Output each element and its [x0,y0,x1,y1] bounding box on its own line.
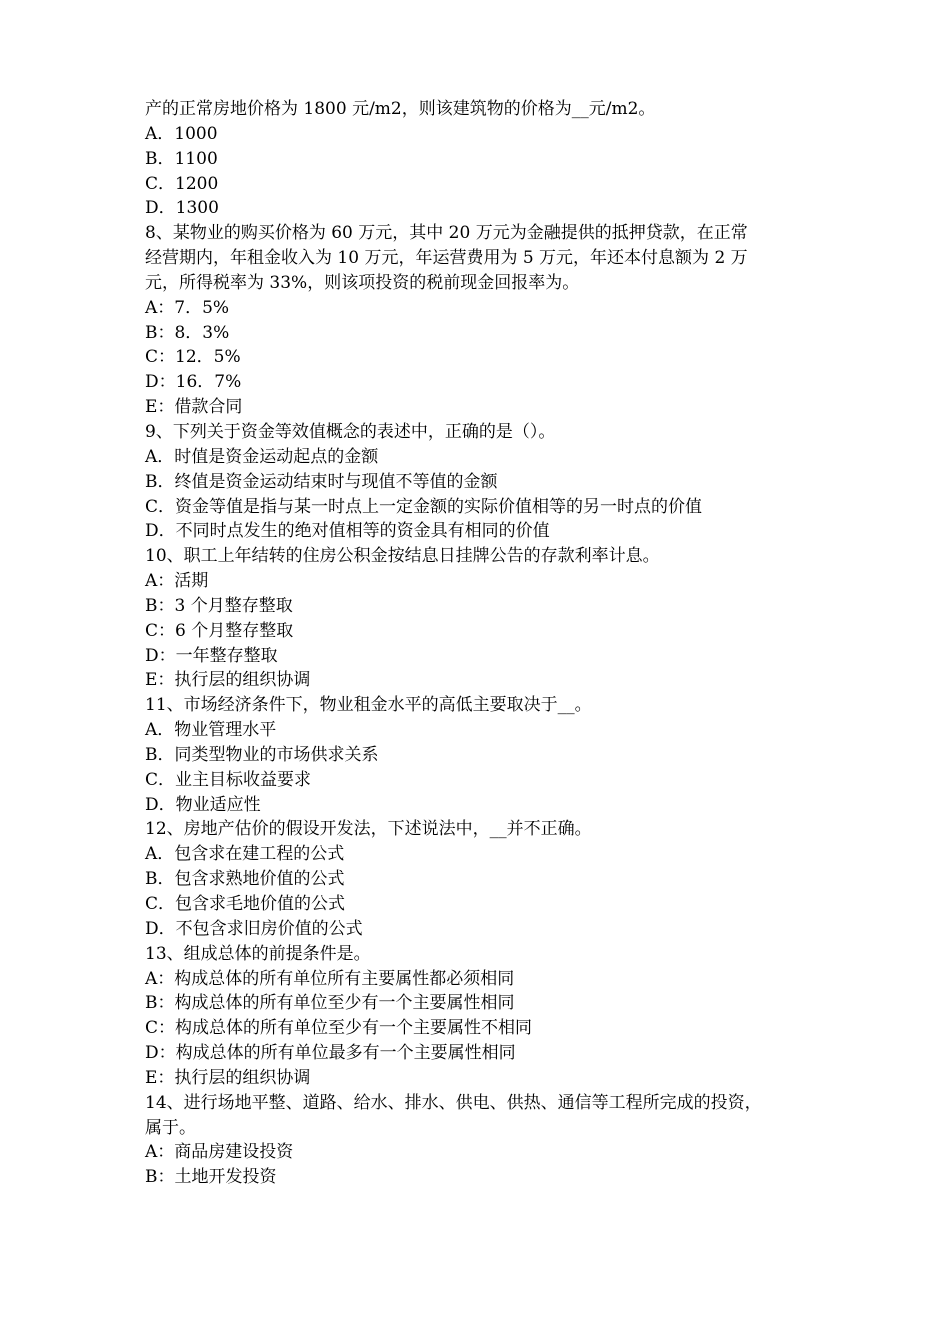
text-line: D：16．7% [145,372,242,393]
text-line: B：8．3% [145,322,230,343]
text-line: B：构成总体的所有单位至少有一个主要属性相同 [145,993,515,1014]
text-line: 属于。 [145,1117,196,1138]
text-line: 11、市场经济条件下，物业租金水平的高低主要取决于__。 [145,695,592,716]
text-line: 元，所得税率为 33%，则该项投资的税前现金回报率为。 [145,272,580,293]
text-line: D：构成总体的所有单位最多有一个主要属性相同 [145,1043,516,1064]
text-line: B：土地开发投资 [145,1167,277,1188]
text-line: D．不包含求旧房价值的公式 [145,918,363,939]
text-line: C：12．5% [145,347,241,368]
text-line: 8、某物业的购买价格为 60 万元，其中 20 万元为金融提供的抵押贷款，在正常 [145,223,748,244]
text-line: C．资金等值是指与某一时点上一定金额的实际价值相等的另一时点的价值 [145,496,703,517]
text-line: E：执行层的组织协调 [145,670,311,691]
text-line: A．时值是资金运动起点的金额 [145,446,379,467]
text-line: 经营期内，年租金收入为 10 万元，年运营费用为 5 万元，年还本付息额为 2 万 [145,248,748,269]
text-line: C：6 个月整存整取 [145,620,294,641]
text-line: 13、组成总体的前提条件是。 [145,943,371,964]
text-line: B．终值是资金运动结束时与现值不等值的金额 [145,471,498,492]
text-line: B．1100 [145,148,218,169]
document-page [145,97,820,1190]
text-line: 10、职工上年结转的住房公积金按结息日挂牌公告的存款利率计息。 [145,546,660,567]
text-line: A．物业管理水平 [145,720,277,741]
text-line: D：一年整存整取 [145,645,278,666]
text-line: 14、进行场地平整、道路、给水、排水、供电、供热、通信等工程所完成的投资， [145,1092,762,1113]
text-line: A：活期 [145,571,209,592]
text-line: C：构成总体的所有单位至少有一个主要属性不相同 [145,1018,533,1039]
text-line: E：执行层的组织协调 [145,1067,311,1088]
text-line: C．包含求毛地价值的公式 [145,894,346,914]
text-line: B：3 个月整存整取 [145,595,293,616]
text-line: A：7．5% [145,297,230,318]
text-line: 9、下列关于资金等效值概念的表述中，正确的是（）。 [145,421,556,442]
text-line: C．业主目标收益要求 [145,769,312,790]
text-line: A：构成总体的所有单位所有主要属性都必须相同 [145,968,515,989]
text-line: D．不同时点发生的绝对值相等的资金具有相同的价值 [145,521,550,542]
text-line: A．1000 [145,123,218,144]
text-line: 产的正常房地价格为 1800 元/m2，则该建筑物的价格为__元/m2。 [145,99,656,119]
text-line: A：商品房建设投资 [145,1142,294,1163]
text-line: B．同类型物业的市场供求关系 [145,744,379,765]
text-line: 12、房地产估价的假设开发法，下述说法中，__并不正确。 [145,819,592,840]
text-line: D．物业适应性 [145,794,261,815]
text-line: D．1300 [145,198,219,219]
text-line: C．1200 [145,173,219,194]
text-line: E：借款合同 [145,397,243,418]
text-line: A．包含求在建工程的公式 [145,844,345,865]
text-line: B．包含求熟地价值的公式 [145,869,345,890]
